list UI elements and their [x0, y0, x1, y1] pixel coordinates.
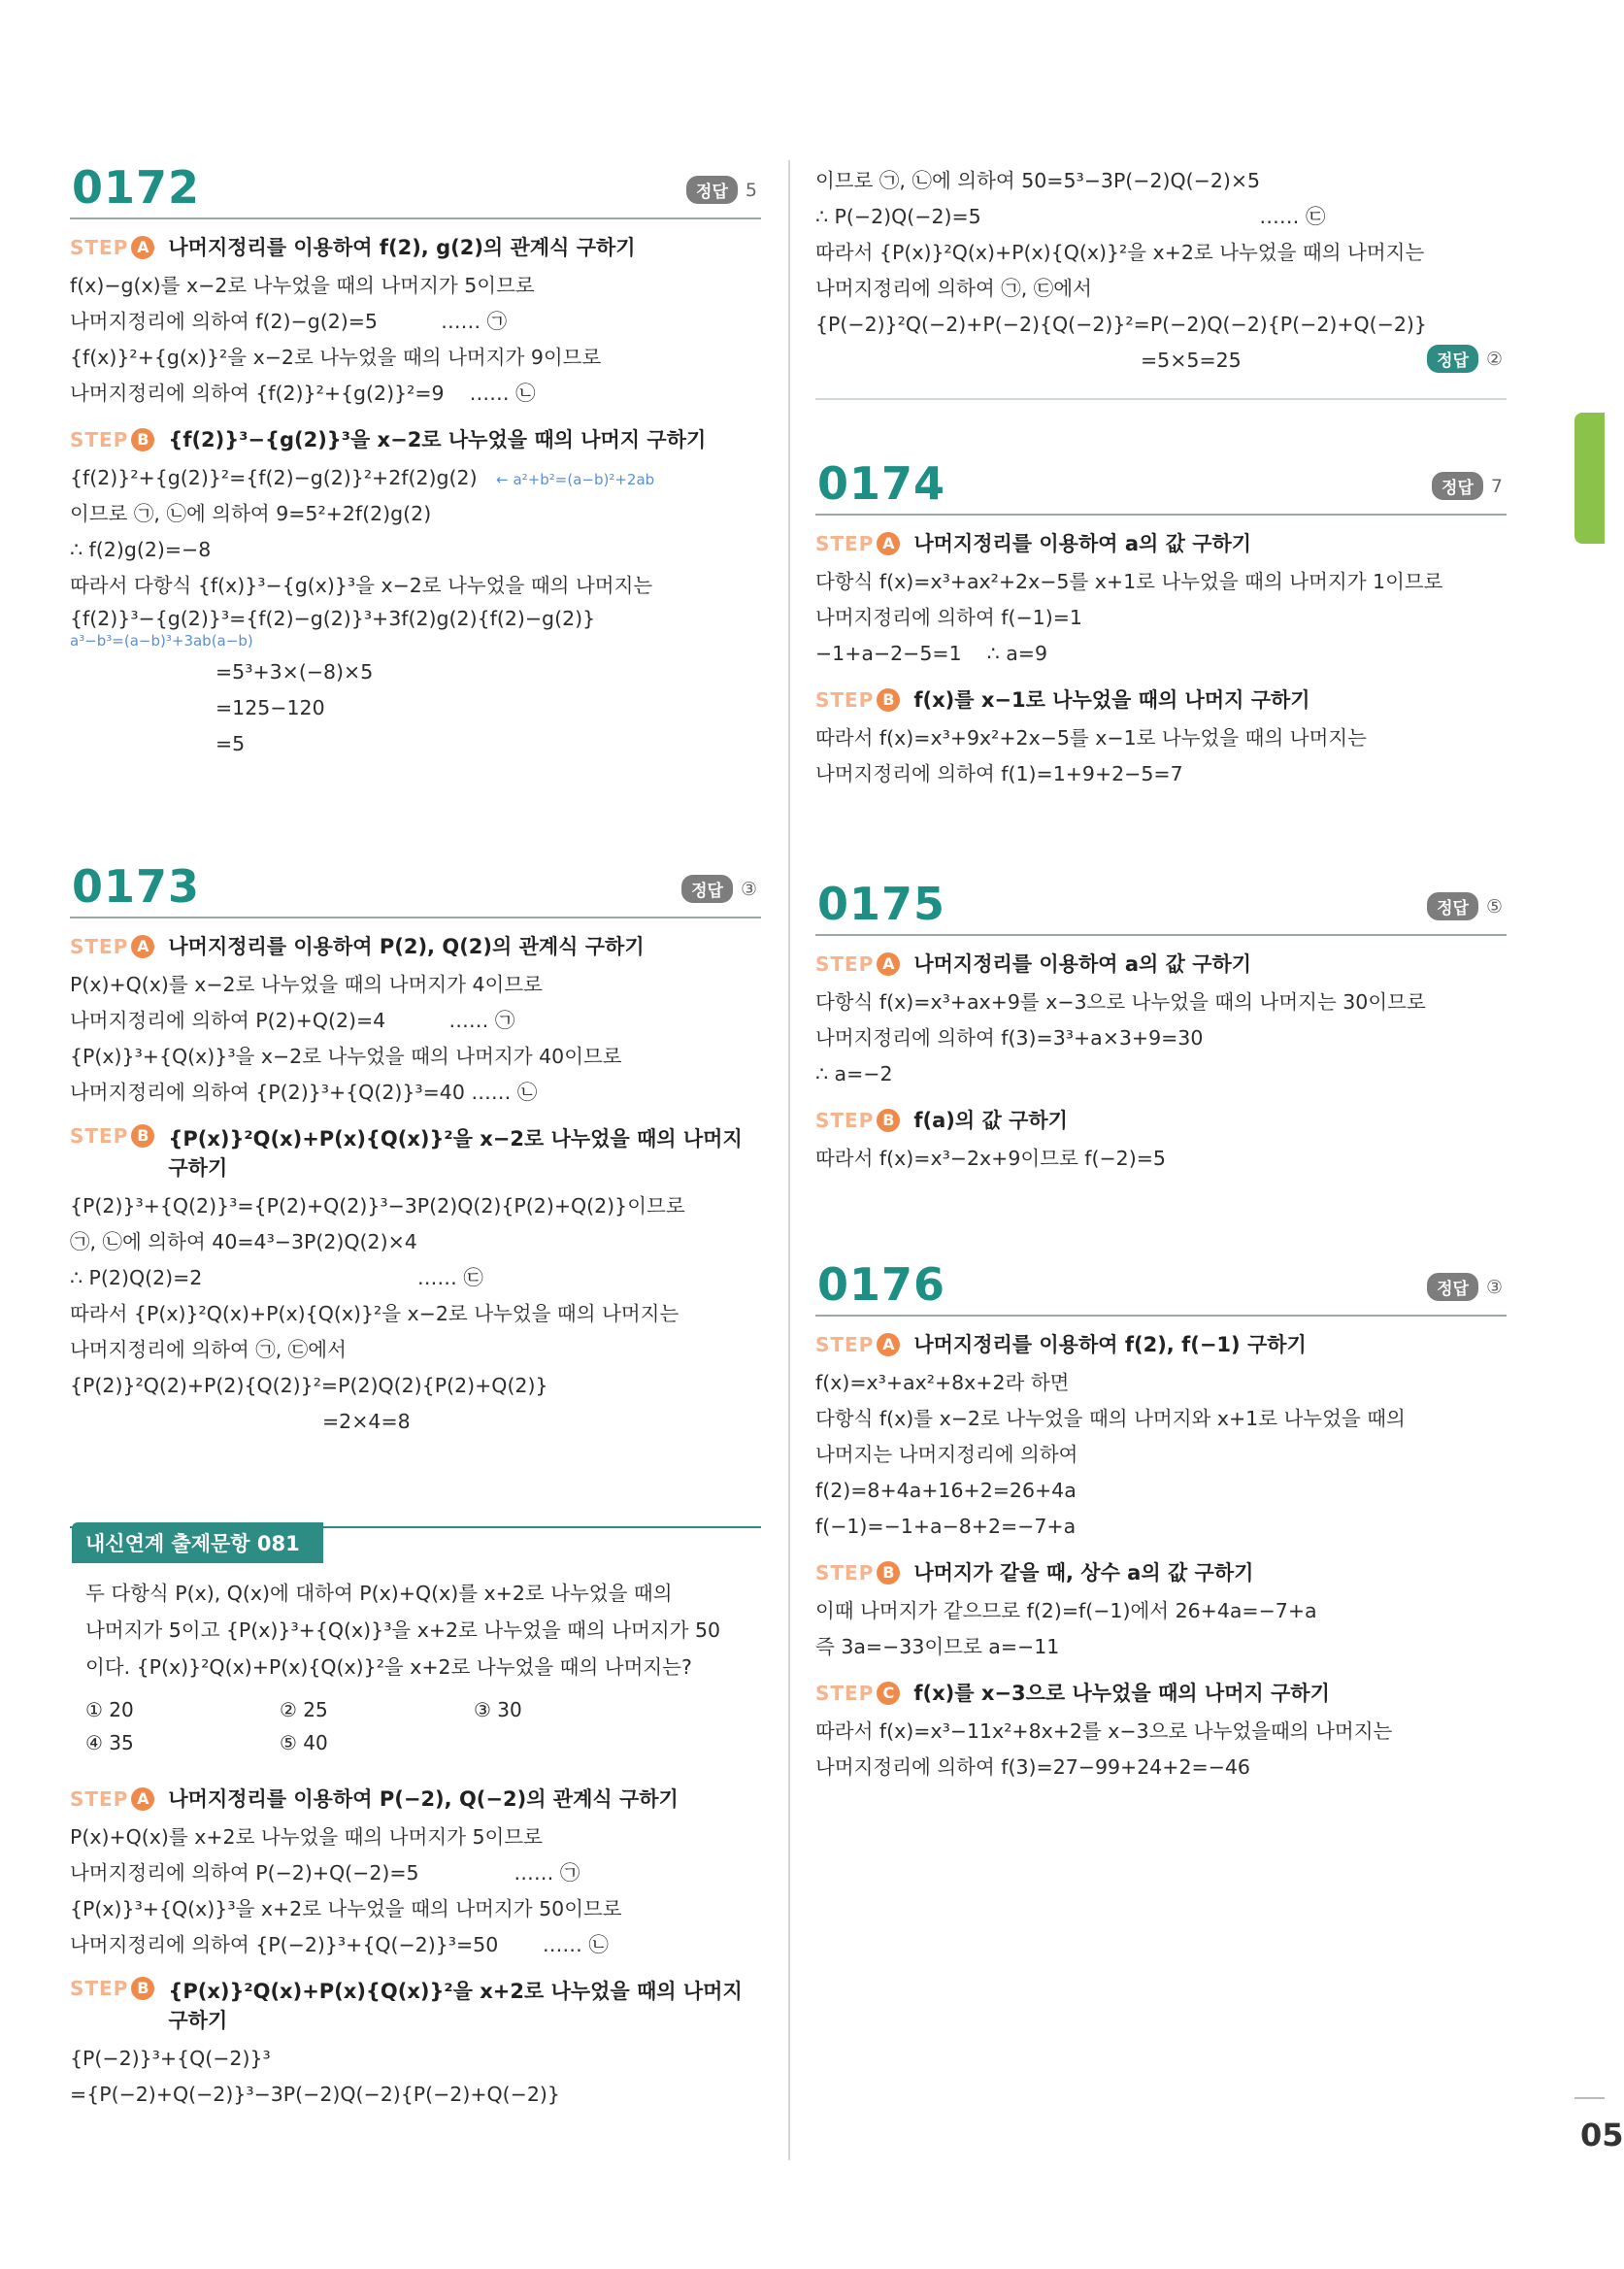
step-letter: B	[877, 1561, 900, 1585]
solution-line: 따라서 f(x)=x³+9x²+2x−5를 x−1로 나누었을 때의 나머지는	[815, 726, 1367, 750]
solution-line: 이므로 ㉠, ㉡에 의하여 9=5²+2f(2)g(2)	[70, 502, 432, 525]
solution-line: 따라서 다항식 {f(x)}³−{g(x)}³을 x−2로 나누었을 때의 나머지는	[70, 574, 653, 597]
step-letter: B	[877, 1109, 900, 1132]
step-title: 나머지정리를 이용하여 P(−2), Q(−2)의 관계식 구하기	[168, 1787, 679, 1811]
solution-line: 다항식 f(x)를 x−2로 나누었을 때의 나머지와 x+1로 나누었을 때의	[815, 1407, 1406, 1430]
step-word: STEP	[815, 1109, 875, 1132]
answer-badge: 정답	[686, 176, 738, 204]
step-title: {P(x)}²Q(x)+P(x){Q(x)}²을 x+2로 나누었을 때의 나머지 구하기	[168, 1980, 743, 2032]
solution-line: 나머지는 나머지정리에 의하여	[815, 1443, 1078, 1466]
step-a-header	[70, 932, 761, 961]
problem-0174	[815, 451, 1507, 792]
continued-solution	[815, 163, 1507, 400]
step-word: STEP	[815, 952, 875, 976]
step-title: f(x)를 x−3으로 나누었을 때의 나머지 구하기	[913, 1682, 1330, 1705]
answer-tag	[1427, 1273, 1503, 1301]
solution-line: {f(x)}²+{g(x)}²을 x−2로 나누었을 때의 나머지가 9이므로	[70, 346, 602, 369]
choice-1[interactable]: ① 20	[85, 1698, 134, 1721]
step-title: {P(x)}²Q(x)+P(x){Q(x)}²을 x−2로 나누었을 때의 나머지 구하기	[168, 1127, 743, 1180]
solution-line: {P(2)}³+{Q(2)}³={P(2)+Q(2)}³−3P(2)Q(2){P(2)+Q(2)}이므로	[70, 1194, 685, 1218]
solution-line: 따라서 {P(x)}²Q(x)+P(x){Q(x)}²을 x+2로 나누었을 때의 나머지는	[815, 241, 1425, 264]
answer-value: ③	[740, 878, 757, 900]
answer-choices	[70, 1693, 761, 1759]
page-number-rule	[1574, 2097, 1605, 2099]
problem-number: 0172	[72, 161, 201, 214]
solution-line: f(x)−g(x)를 x−2로 나누었을 때의 나머지가 5이므로	[70, 274, 535, 297]
step-letter: C	[877, 1682, 900, 1705]
solution-line: P(x)+Q(x)를 x−2로 나누었을 때의 나머지가 4이므로	[70, 973, 543, 996]
answer-value: 5	[745, 179, 757, 201]
solution-line: 즉 3a=−33이므로 a=−11	[815, 1635, 1060, 1658]
answer-badge: 정답	[1427, 345, 1478, 373]
step-letter: A	[131, 935, 154, 958]
answer-badge: 정답	[681, 875, 733, 903]
step-a-header	[70, 1785, 761, 1814]
solution-line: 나머지정리에 의하여 f(2)−g(2)=5 …… ㉠	[70, 310, 508, 333]
solution-line: {f(2)}³−{g(2)}³={f(2)−g(2)}³+3f(2)g(2){f(2)−g(2)}	[70, 607, 596, 630]
solution-line: f(−1)=−1+a−8+2=−7+a	[815, 1515, 1077, 1538]
step-letter: B	[877, 688, 900, 712]
solution-line: 다항식 f(x)=x³+ax+9를 x−3으로 나누었을 때의 나머지는 30이므로	[815, 990, 1426, 1014]
step-a-header	[815, 529, 1507, 558]
solution-line: 나머지정리에 의하여 ㉠, ㉢에서	[70, 1338, 347, 1361]
solution-line: −1+a−2−5=1 ∴ a=9	[815, 642, 1048, 665]
linked-exam-problem	[70, 1522, 761, 2113]
solution-line: ∴ P(2)Q(2)=2 …… ㉢	[70, 1266, 483, 1289]
step-title: 나머지정리를 이용하여 a의 값 구하기	[913, 532, 1252, 555]
problem-number: 0175	[817, 878, 946, 930]
step-word: STEP	[70, 428, 129, 451]
step-word: STEP	[815, 1333, 875, 1356]
step-letter: A	[877, 1333, 900, 1356]
step-b-header	[70, 1124, 761, 1183]
solution-line	[70, 460, 761, 496]
step-word: STEP	[70, 935, 129, 958]
solution-line: 나머지정리에 의하여 P(2)+Q(2)=4 …… ㉠	[70, 1009, 515, 1032]
step-word: STEP	[70, 1124, 129, 1148]
answer-tag	[681, 875, 757, 903]
step-b-header	[815, 1106, 1507, 1135]
question-line: 이다. {P(x)}²Q(x)+P(x){Q(x)}²을 x+2로 나누었을 때의 나머지는?	[85, 1655, 692, 1679]
solution-line: 나머지정리에 의하여 {P(−2)}³+{Q(−2)}³=50 …… ㉡	[70, 1933, 609, 1956]
solution-line: 나머지정리에 의하여 ㉠, ㉢에서	[815, 277, 1092, 300]
solution-line: {P(−2)}³+{Q(−2)}³	[70, 2047, 271, 2070]
formula-text: {f(2)}²+{g(2)}²={f(2)−g(2)}²+2f(2)g(2)	[70, 466, 478, 489]
solution-line: 나머지정리에 의하여 P(−2)+Q(−2)=5 …… ㉠	[70, 1861, 580, 1885]
step-letter: B	[131, 428, 154, 451]
solution-line: ∴ a=−2	[815, 1062, 893, 1085]
answer-badge: 정답	[1427, 1273, 1478, 1301]
choice-3[interactable]: ③ 30	[474, 1698, 522, 1721]
solution-line: {P(−2)}²Q(−2)+P(−2){Q(−2)}²=P(−2)Q(−2){P(−2)+Q(−2)}	[815, 313, 1427, 336]
problem-0172	[70, 155, 761, 762]
problem-number: 0174	[817, 457, 946, 510]
calc-line: =125−120	[215, 696, 325, 719]
step-title: f(x)를 x−1로 나누었을 때의 나머지 구하기	[913, 688, 1310, 712]
step-letter: A	[877, 532, 900, 555]
problem-number: 0173	[72, 860, 201, 913]
choice-2[interactable]: ② 25	[280, 1698, 328, 1721]
solution-line: {P(x)}³+{Q(x)}³을 x−2로 나누었을 때의 나머지가 40이므로	[70, 1045, 622, 1068]
solution-line: ∴ P(−2)Q(−2)=5 …… ㉢	[815, 205, 1326, 228]
solution-line: 나머지정리에 의하여 f(−1)=1	[815, 606, 1082, 629]
calc-line: =2×4=8	[322, 1410, 411, 1433]
problem-header	[70, 155, 761, 219]
linked-problem-label: 내신연계 출제문항 081	[72, 1522, 323, 1563]
calc-row	[815, 343, 1507, 379]
step-title: f(a)의 값 구하기	[913, 1109, 1068, 1132]
choice-5[interactable]: ⑤ 40	[280, 1731, 328, 1754]
problem-header	[70, 854, 761, 918]
question-line: 두 다항식 P(x), Q(x)에 대하여 P(x)+Q(x)를 x+2로 나누었을 때의	[85, 1582, 673, 1605]
answer-tag	[1432, 472, 1503, 500]
step-a-header	[815, 1330, 1507, 1359]
step-word: STEP	[815, 1561, 875, 1585]
step-letter: A	[877, 952, 900, 976]
solution-line: 나머지정리에 의하여 {f(2)}²+{g(2)}²=9 …… ㉡	[70, 382, 536, 405]
solution-line: ={P(−2)+Q(−2)}³−3P(−2)Q(−2){P(−2)+Q(−2)}	[70, 2083, 560, 2106]
page-number: 05	[1580, 2117, 1624, 2153]
step-title: 나머지정리를 이용하여 f(2), g(2)의 관계식 구하기	[168, 236, 636, 259]
problem-header	[815, 451, 1507, 516]
step-b-header	[815, 685, 1507, 715]
chapter-side-tab	[1574, 413, 1605, 544]
step-title: 나머지가 같을 때, 상수 a의 값 구하기	[913, 1561, 1254, 1585]
solution-line: ㉠, ㉡에 의하여 40=4³−3P(2)Q(2)×4	[70, 1230, 417, 1253]
solution-line: {P(2)}²Q(2)+P(2){Q(2)}²=P(2)Q(2){P(2)+Q(2)}	[70, 1374, 548, 1397]
step-a-header	[70, 233, 761, 262]
step-letter: A	[131, 1787, 154, 1811]
choice-4[interactable]: ④ 35	[85, 1731, 134, 1754]
step-word: STEP	[70, 236, 129, 259]
solution-line: 다항식 f(x)=x³+ax²+2x−5를 x+1로 나누었을 때의 나머지가 1이므로	[815, 570, 1443, 593]
step-letter: A	[131, 236, 154, 259]
calc-line: =5	[215, 732, 246, 755]
step-title: {f(2)}³−{g(2)}³을 x−2로 나누었을 때의 나머지 구하기	[168, 428, 707, 451]
step-a-header	[815, 950, 1507, 979]
solution-line: P(x)+Q(x)를 x+2로 나누었을 때의 나머지가 5이므로	[70, 1825, 543, 1849]
step-word: STEP	[815, 532, 875, 555]
question-block	[70, 1575, 761, 1685]
question-line: 나머지가 5이고 {P(x)}³+{Q(x)}³을 x+2로 나누었을 때의 나머지가 50	[85, 1618, 721, 1642]
problem-0175	[815, 872, 1507, 1177]
solution-line: 따라서 f(x)=x³−11x²+8x+2를 x−3으로 나누었을때의 나머지는	[815, 1719, 1393, 1743]
problem-0173	[70, 854, 761, 1440]
step-title: 나머지정리를 이용하여 P(2), Q(2)의 관계식 구하기	[168, 935, 645, 958]
solution-line: f(2)=8+4a+16+2=26+4a	[815, 1479, 1077, 1502]
step-word: STEP	[70, 1787, 129, 1811]
step-b-header	[70, 425, 761, 454]
step-b-header	[70, 1977, 761, 2035]
step-title: 나머지정리를 이용하여 a의 값 구하기	[913, 952, 1252, 976]
problem-0176	[815, 1252, 1507, 1785]
step-letter: B	[131, 1977, 154, 2000]
problem-header	[815, 1252, 1507, 1317]
solution-line: 나머지정리에 의하여 {P(2)}³+{Q(2)}³=40 …… ㉡	[70, 1081, 538, 1104]
answer-tag	[1427, 345, 1503, 373]
solution-line: 따라서 f(x)=x³−2x+9이므로 f(−2)=5	[815, 1147, 1166, 1170]
problem-number: 0176	[817, 1258, 946, 1311]
solution-line: 나머지정리에 의하여 f(3)=27−99+24+2=−46	[815, 1755, 1250, 1779]
step-word: STEP	[70, 1977, 129, 2000]
solution-line: 이므로 ㉠, ㉡에 의하여 50=5³−3P(−2)Q(−2)×5	[815, 169, 1261, 192]
answer-tag	[1427, 892, 1503, 920]
step-c-header	[815, 1679, 1507, 1708]
step-title: 나머지정리를 이용하여 f(2), f(−1) 구하기	[913, 1333, 1307, 1356]
solution-line: 따라서 {P(x)}²Q(x)+P(x){Q(x)}²을 x−2로 나누었을 때의 나머지는	[70, 1302, 679, 1325]
linked-problem-banner	[70, 1522, 761, 1565]
answer-value: ②	[1485, 348, 1503, 370]
solution-line: 이때 나머지가 같으므로 f(2)=f(−1)에서 26+4a=−7+a	[815, 1599, 1317, 1622]
problem-header	[815, 872, 1507, 936]
answer-value: 7	[1490, 475, 1503, 497]
calc-line: =5×5=25	[1141, 349, 1242, 372]
calc-line: =5³+3×(−8)×5	[215, 660, 374, 684]
hint-note: ← a²+b²=(a−b)²+2ab	[496, 471, 655, 488]
step-word: STEP	[815, 1682, 875, 1705]
answer-badge: 정답	[1427, 892, 1478, 920]
hint-note: a³−b³=(a−b)³+3ab(a−b)	[70, 632, 253, 650]
column-divider	[788, 160, 790, 2160]
answer-badge: 정답	[1432, 472, 1483, 500]
step-word: STEP	[815, 688, 875, 712]
section-divider	[815, 398, 1507, 400]
solution-line: 나머지정리에 의하여 f(1)=1+9+2−5=7	[815, 762, 1183, 785]
solution-line: {P(x)}³+{Q(x)}³을 x+2로 나누었을 때의 나머지가 50이므로	[70, 1897, 622, 1920]
step-letter: B	[131, 1124, 154, 1148]
solution-line: 나머지정리에 의하여 f(3)=3³+a×3+9=30	[815, 1026, 1204, 1050]
answer-value: ⑤	[1485, 895, 1503, 918]
answer-value: ③	[1485, 1276, 1503, 1298]
solution-line: f(x)=x³+ax²+8x+2라 하면	[815, 1371, 1070, 1394]
step-b-header	[815, 1558, 1507, 1587]
solution-line: ∴ f(2)g(2)=−8	[70, 538, 212, 561]
answer-tag	[686, 176, 757, 204]
